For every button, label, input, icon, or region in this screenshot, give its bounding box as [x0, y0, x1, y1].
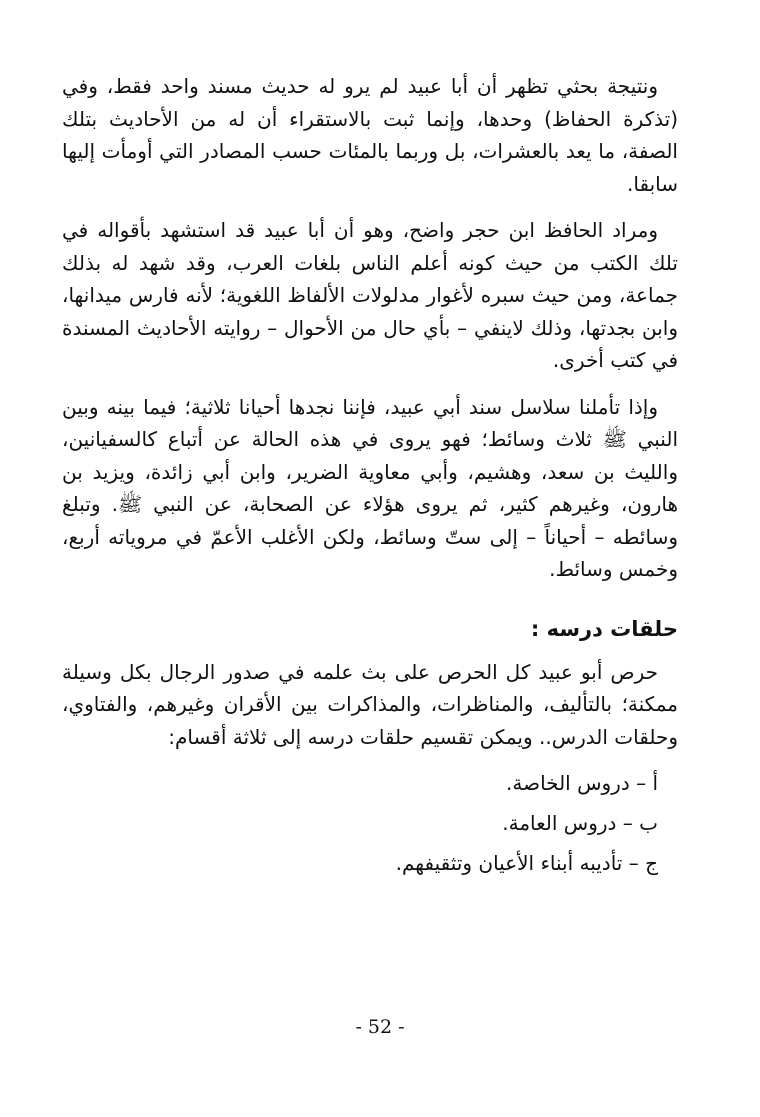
section-heading: حلقات درسه : [530, 616, 678, 641]
list-item: أ – دروس الخاصة. [506, 771, 658, 795]
list-item: ب – دروس العامة. [502, 811, 658, 835]
paragraph-ibn-hajar: ومراد الحافظ ابن حجر واضح، وهو أن أبا عبيد قد استشهد بأقواله في تلك الكتب من حيث كونه أعلم الناس بلغات العرب، وقد شهد له بذلك جماعة، ومن حيث سبره لأغوار مدلولات الألفاظ اللغوية؛ لأنه فارس ميدانها، وابن بجدتها، وذلك لاينفي – بأي حال من الأحوال – روايته الأحاديث المسندة في كتب أخرى. [62, 218, 678, 372]
page-body [62, 70, 678, 887]
paragraph-study-circles: حرص أبو عبيد كل الحرص على بث علمه في صدور الرجال بكل وسيلة ممكنة؛ بالتأليف، والمناظرات، والمذاكرات بين الأقران وغيرهم، والفتاوي، وحلقات الدرس.. ويمكن تقسيم حلقات درسه إلى ثلاثة أقسام: [62, 659, 678, 749]
study-circles-list [62, 767, 678, 879]
list-item: ج – تأديبه أبناء الأعيان وتثقيفهم. [395, 851, 658, 875]
paragraph-isnad-chains: وإذا تأملنا سلاسل سند أبي عبيد، فإننا نجدها أحيانا ثلاثية؛ فيما بينه وبين النبي ﷺ ثلاث وسائط؛ فهو يروى في هذه الحالة عن أتباع كالسفيانين، والليث بن سعد، وهشيم، وأبي معاوية الضرير، وابن أبي زائدة، ويزيد بن هارون، وغيرهم كثير، ثم يروى هؤلاء عن الصحابة، عن النبي ﷺ. وتبلغ وسائطه – أحياناً – إلى ستّ وسائط، ولكن الأغلب الأعمّ في مروياته أربع، وخمس وسائط. [62, 394, 678, 581]
paragraph-hadith-count: ونتيجة بحثي تظهر أن أبا عبيد لم يرو له حديث مسند واحد فقط، وفي (تذكرة الحفاظ) وحدها، وإنما ثبت بالاستقراء أن له من الأحاديث بتلك الصفة، ما يعد بالعشرات، بل وربما بالمئات حسب المصادر التي أومأت إليها سابقا. [62, 74, 678, 196]
page-number: - 52 - [355, 1016, 405, 1038]
